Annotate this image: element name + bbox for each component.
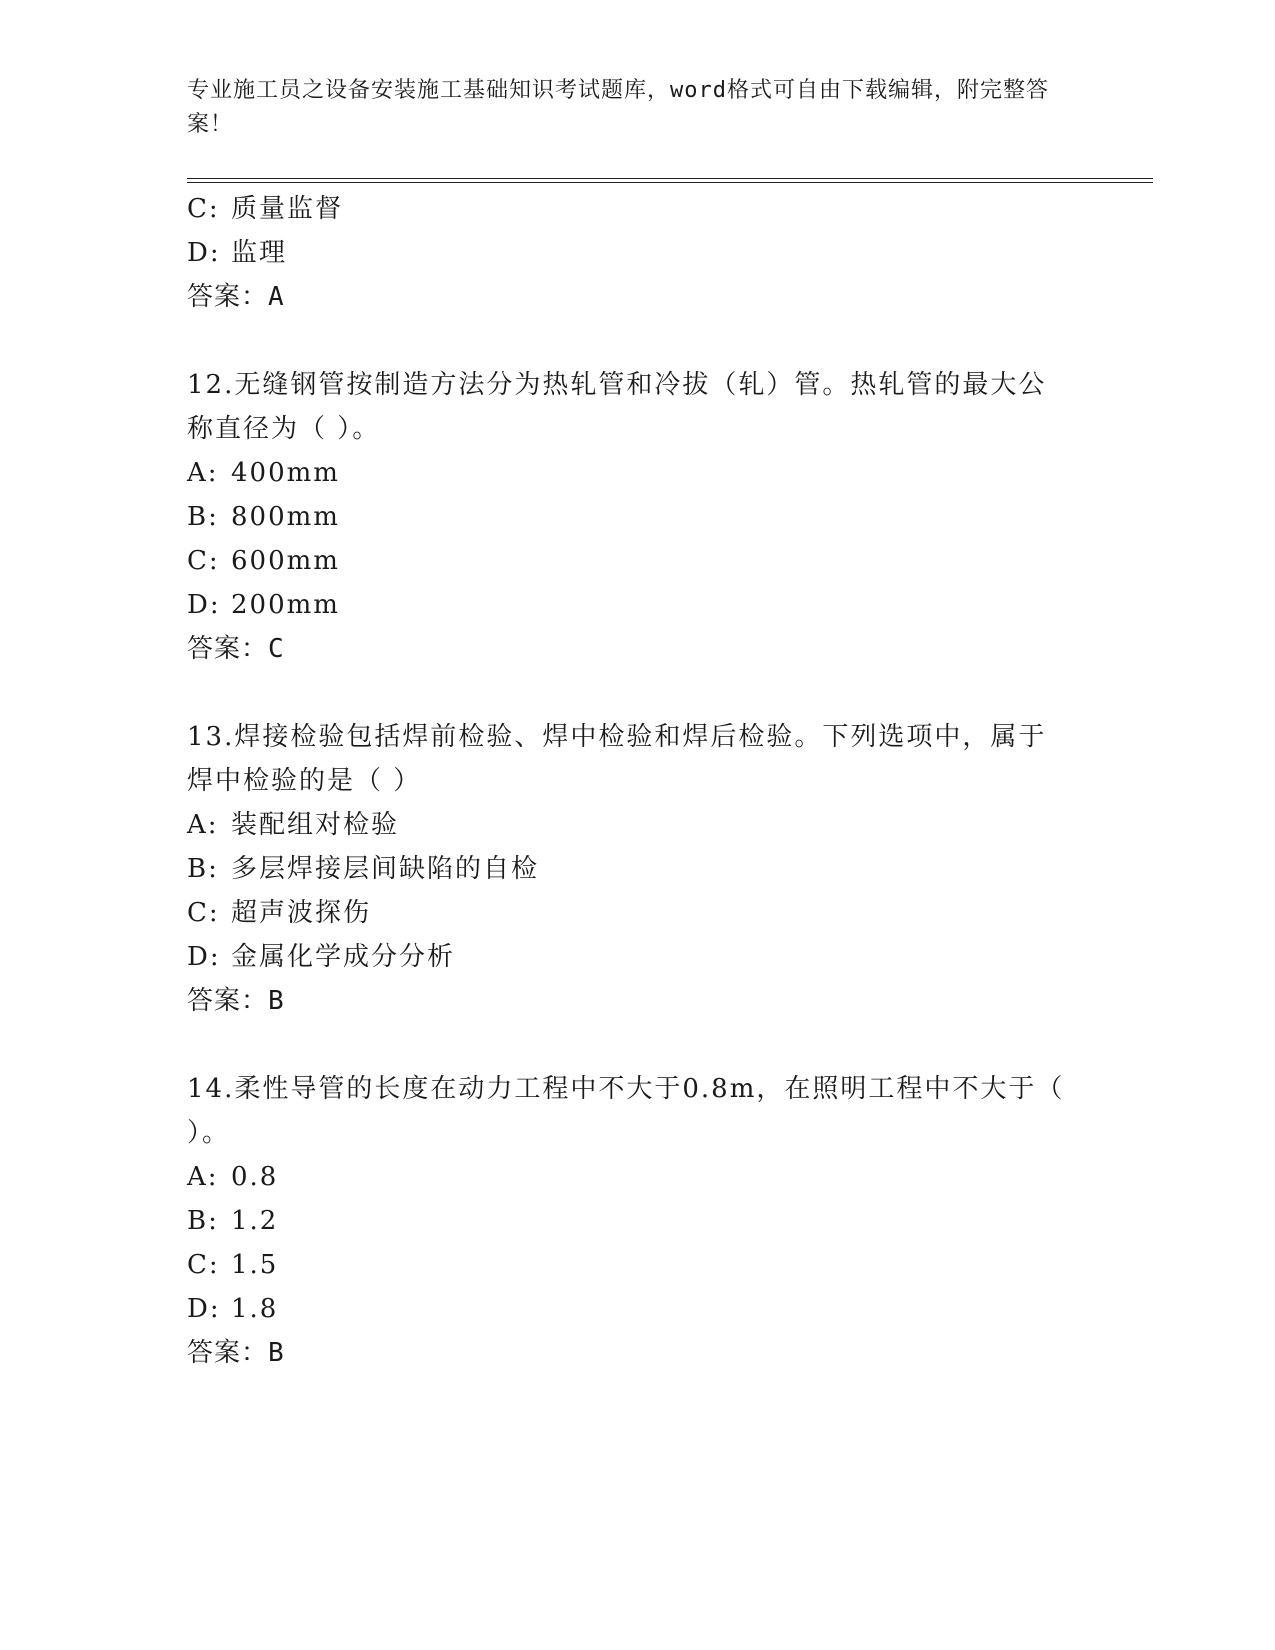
option-letter: D: <box>187 238 221 268</box>
question-13-stem-line1: 13.焊接检验包括焊前检验、焊中检验和焊后检验。下列选项中，属于 <box>187 722 1047 752</box>
question-12-option-c <box>187 538 340 584</box>
option-text: 0.8 <box>231 1162 279 1192</box>
document-header: 专业施工员之设备安装施工基础知识考试题库，word格式可自由下载编辑，附完整答案！ <box>187 78 1049 137</box>
option-text: 400mm <box>231 458 340 488</box>
question-13-option-a <box>187 802 399 848</box>
question-14-option-d <box>187 1286 278 1332</box>
option-letter: C: <box>187 1250 220 1280</box>
fragment-option-c <box>187 186 343 232</box>
option-text: 多层焊接层间缺陷的自检 <box>231 854 540 884</box>
option-letter: C: <box>187 546 220 576</box>
fragment-answer: 答案：A <box>187 282 285 312</box>
question-14-answer: 答案：B <box>187 1338 285 1368</box>
option-text: 监理 <box>231 238 288 268</box>
option-letter: B: <box>187 854 219 884</box>
question-12-option-a <box>187 450 340 496</box>
option-text: 装配组对检验 <box>231 810 400 840</box>
option-text: 金属化学成分分析 <box>231 942 456 972</box>
question-13-answer: 答案：B <box>187 986 285 1016</box>
question-13-option-c <box>187 890 371 936</box>
option-letter: A: <box>187 1162 219 1192</box>
option-letter: B: <box>187 502 219 532</box>
question-12-stem-line1: 12.无缝钢管按制造方法分为热轧管和冷拔（轧）管。热轧管的最大公 <box>187 370 1047 400</box>
option-letter: B: <box>187 1206 219 1236</box>
option-letter: C: <box>187 898 220 928</box>
question-12-stem-line2: 称直径为（ ）。 <box>187 414 381 444</box>
option-letter: D: <box>187 1294 221 1324</box>
fragment-option-d <box>187 230 287 276</box>
question-14-option-a <box>187 1154 278 1200</box>
question-14-stem-line1: 14.柔性导管的长度在动力工程中不大于0.8m，在照明工程中不大于（ <box>187 1074 1065 1104</box>
question-13-stem-line2: 焊中检验的是（ ） <box>187 766 422 796</box>
option-text: 质量监督 <box>231 194 344 224</box>
option-text: 1.8 <box>231 1294 279 1324</box>
question-12-option-b <box>187 494 340 540</box>
option-text: 200mm <box>231 590 340 620</box>
option-text: 1.5 <box>231 1250 279 1280</box>
option-letter: A: <box>187 458 219 488</box>
option-text: 超声波探伤 <box>231 898 372 928</box>
option-letter: D: <box>187 942 221 972</box>
option-letter: D: <box>187 590 221 620</box>
option-text: 1.2 <box>231 1206 279 1236</box>
option-text: 600mm <box>231 546 340 576</box>
question-14-stem-line2: ）。 <box>187 1118 231 1148</box>
question-13-option-d <box>187 934 455 980</box>
question-14-option-c <box>187 1242 278 1288</box>
question-13-option-b <box>187 846 539 892</box>
question-14-option-b <box>187 1198 278 1244</box>
option-letter: C: <box>187 194 220 224</box>
header-double-rule <box>187 178 1153 183</box>
question-12-option-d <box>187 582 340 628</box>
option-letter: A: <box>187 810 219 840</box>
option-text: 800mm <box>231 502 340 532</box>
question-12-answer: 答案：C <box>187 634 285 664</box>
